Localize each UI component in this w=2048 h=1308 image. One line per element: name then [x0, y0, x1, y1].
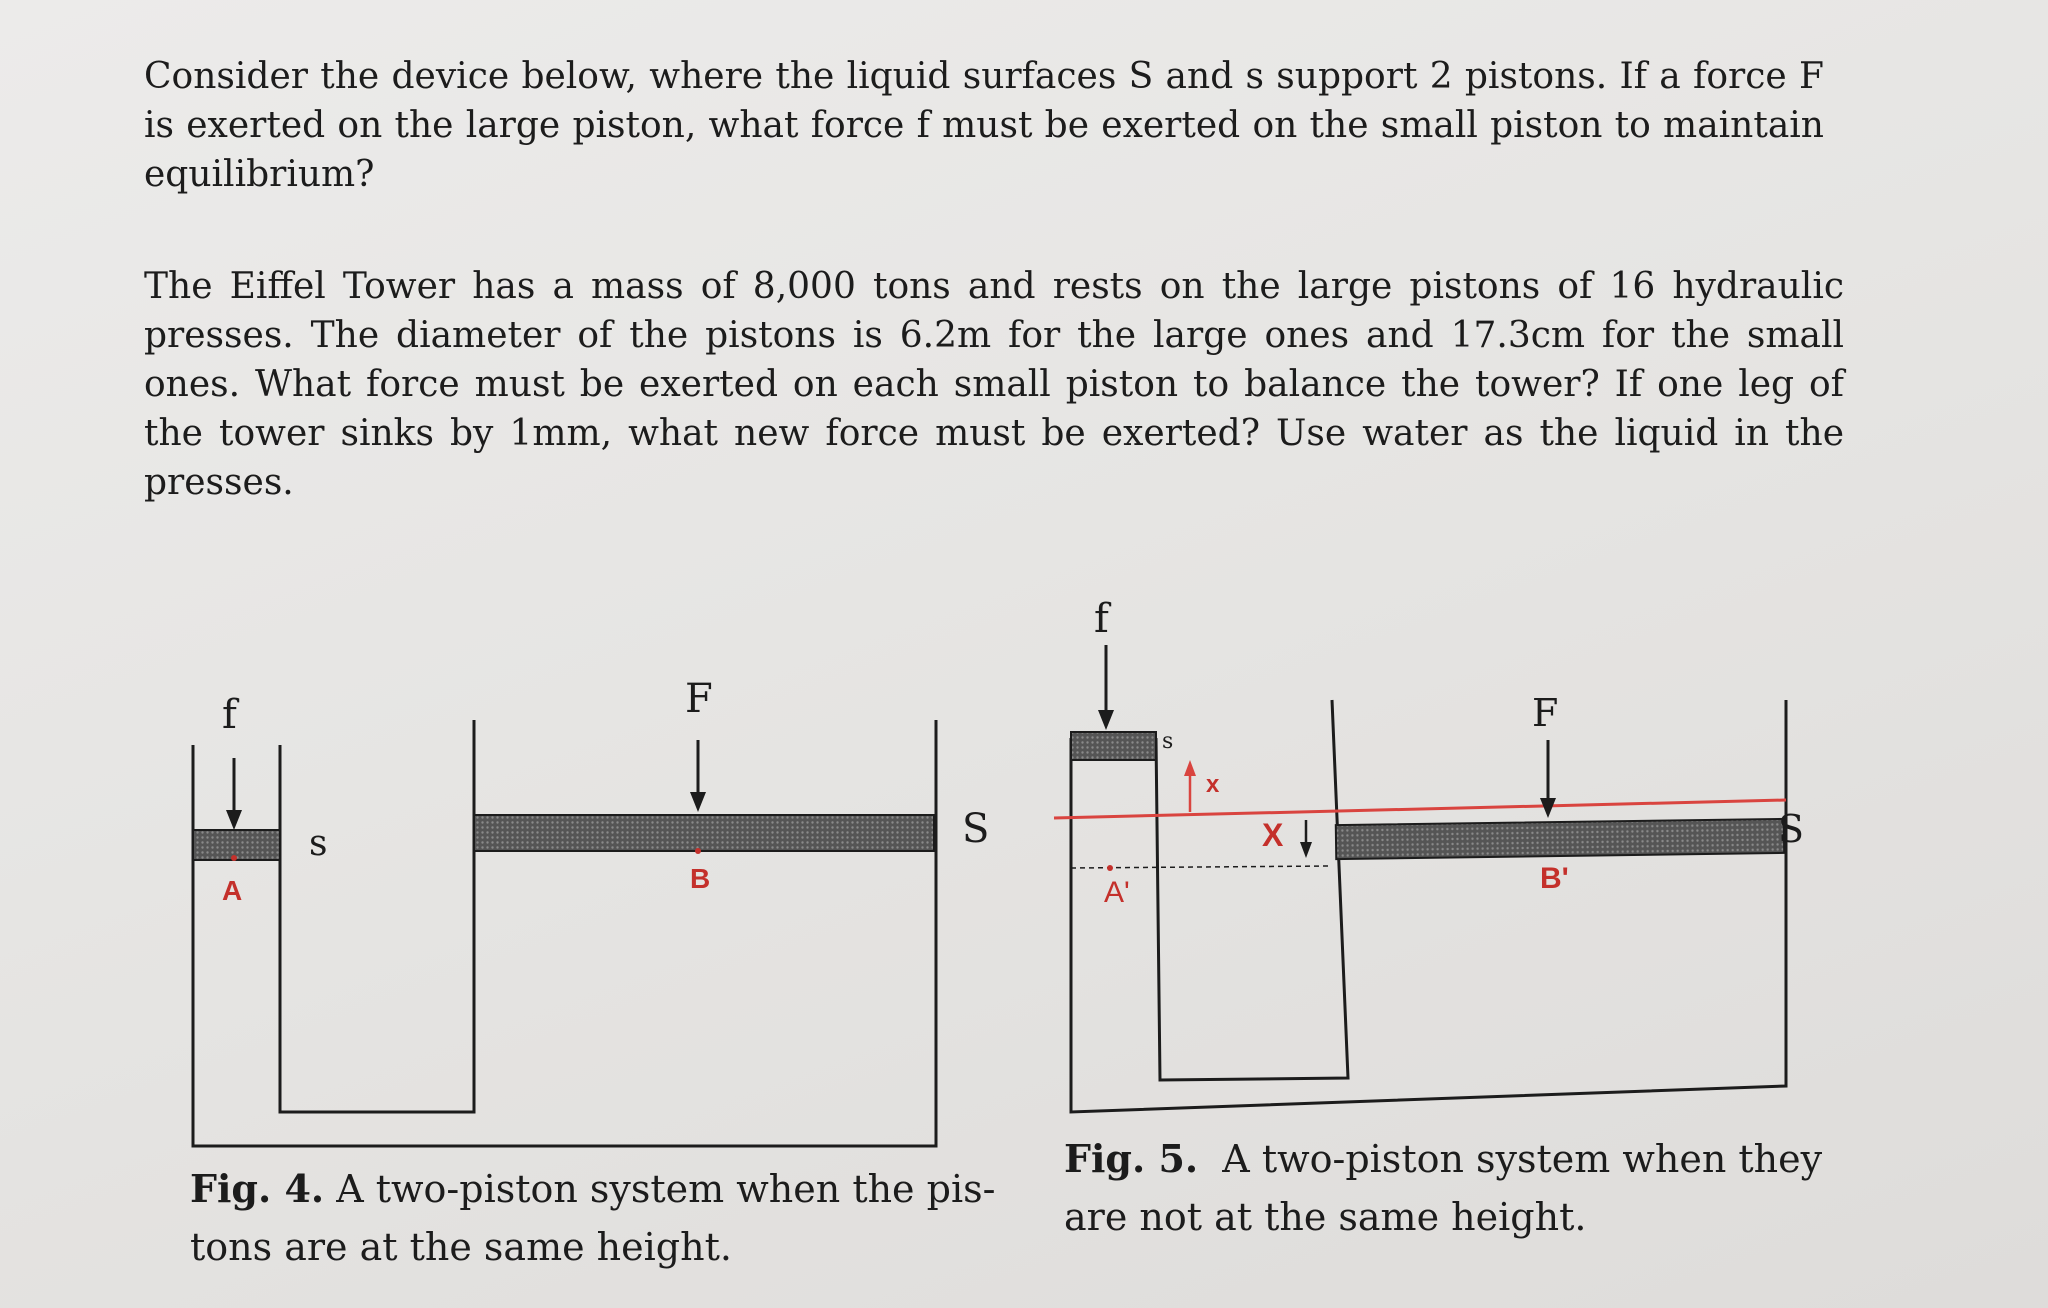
fig4-label-s: s [309, 823, 328, 864]
figure-5-caption-text: A two-piston system when they are not at the same height. [1064, 1137, 1823, 1239]
fig4-label-F: F [685, 676, 713, 722]
figure-4-caption-text: A two-piston system when the pis- tons are at the same height. [190, 1167, 996, 1269]
fig5-arrow-x-down [1300, 820, 1312, 858]
fig5-container-outer [1071, 700, 1786, 1112]
fig5-large-piston [1336, 819, 1784, 859]
figure-4-caption [190, 1160, 1020, 1276]
fig5-label-x-up: x [1206, 771, 1220, 798]
fig5-label-B: B' [1540, 862, 1569, 895]
figure-5-caption-prefix: Fig. 5. [1064, 1136, 1199, 1181]
fig4-label-S: S [962, 806, 990, 852]
fig4-label-A: A [222, 875, 243, 906]
fig5-arrow-x-up [1184, 760, 1196, 812]
fig5-point-A-marker [1107, 865, 1113, 871]
figure-4-caption-prefix: Fig. 4. [190, 1166, 325, 1211]
problem-2-text: The Eiffel Tower has a mass of 8,000 tons and rests on the large pistons of 16 hydraulic presses. The diameter of the pistons is 6.2m for the large ones and 17.3cm for the small ones. What force must be exerted on each small piston to balance the tower? If one leg of the tower sinks by 1mm, what new force must be exerted? Use water as the liquid in the presses. [144, 266, 1844, 503]
fig5-label-F: F [1532, 691, 1559, 735]
problem-1-text: Consider the device below, where the liquid surfaces S and s support 2 pistons. If a force F is exerted on the large piston, what force f must be exerted on the small piston to maintain equilibrium? [144, 56, 1824, 195]
fig5-label-A: A' [1104, 876, 1130, 909]
fig5-reference-line [1054, 800, 1786, 818]
fig4-label-f: f [222, 692, 237, 738]
fig5-arrow-f [1098, 645, 1114, 730]
fig5-label-s: s [1162, 729, 1174, 754]
fig5-label-x-down: X [1262, 817, 1284, 853]
fig5-label-S: S [1778, 807, 1805, 851]
fig4-label-B: B [690, 863, 711, 894]
fig5-container-inner [1156, 700, 1348, 1080]
fig5-label-f: f [1094, 596, 1109, 642]
figure-5-caption [1064, 1130, 1844, 1246]
fig5-small-piston [1071, 732, 1156, 760]
